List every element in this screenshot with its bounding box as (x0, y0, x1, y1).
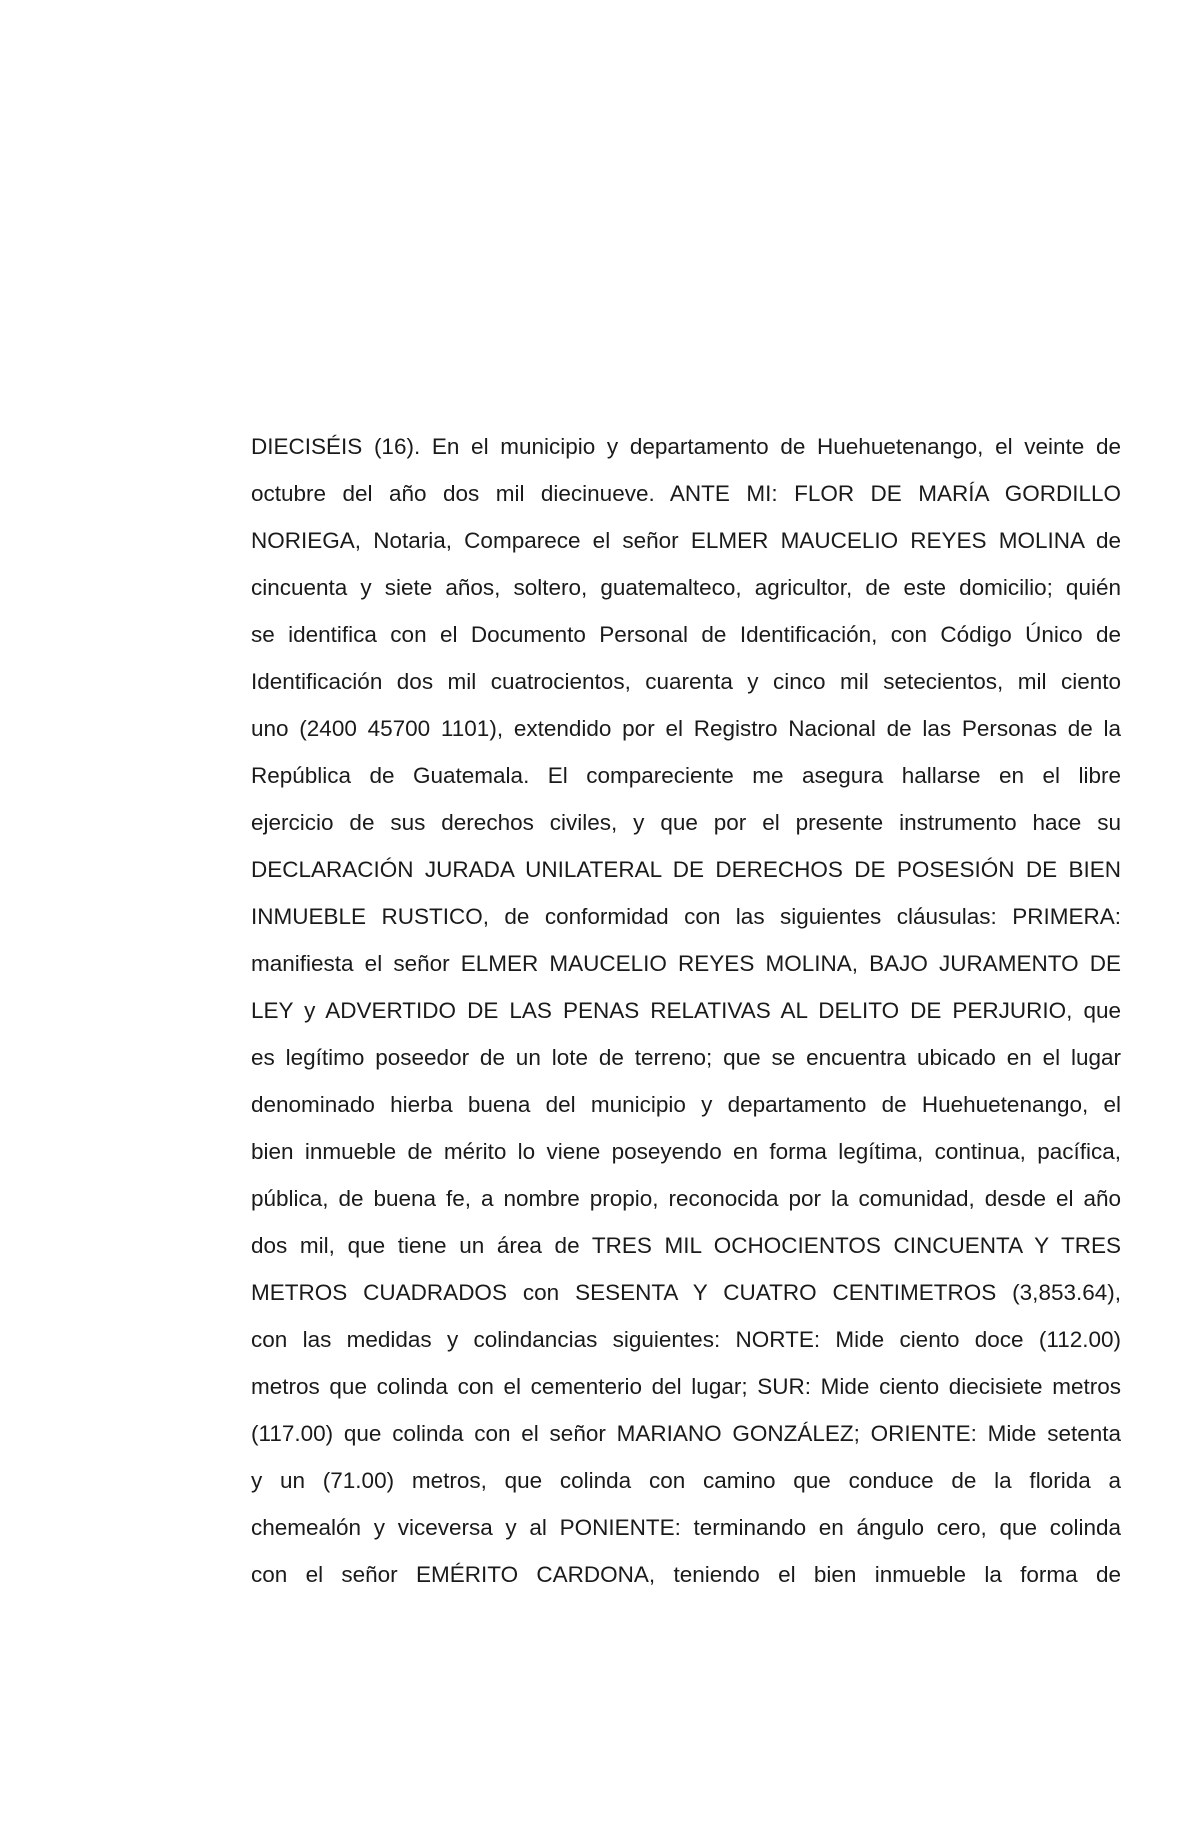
text-line: manifiesta el señor ELMER MAUCELIO REYES MOLINA, BAJO JURAMENTO DE (251, 951, 1121, 976)
text-line: DIECISÉIS (16). En el municipio y departamento de Huehuetenango, el veinte de (251, 434, 1121, 459)
text-line: chemealón y viceversa y al PONIENTE: terminando en ángulo cero, que colinda (251, 1515, 1121, 1540)
text-line: octubre del año dos mil diecinueve. ANTE MI: FLOR DE MARÍA GORDILLO (251, 481, 1121, 506)
text-line: metros que colinda con el cementerio del lugar; SUR: Mide ciento diecisiete metros (251, 1374, 1121, 1399)
text-line: con el señor EMÉRITO CARDONA, teniendo el bien inmueble la forma de (251, 1562, 1121, 1587)
text-line: es legítimo poseedor de un lote de terreno; que se encuentra ubicado en el lugar (251, 1045, 1121, 1070)
text-line: uno (2400 45700 1101), extendido por el Registro Nacional de las Personas de la (251, 716, 1121, 741)
document-body (251, 423, 1121, 1598)
text-line: y un (71.00) metros, que colinda con camino que conduce de la florida a (251, 1468, 1121, 1493)
text-line: cincuenta y siete años, soltero, guatemalteco, agricultor, de este domicilio; quién (251, 575, 1121, 600)
text-line: dos mil, que tiene un área de TRES MIL OCHOCIENTOS CINCUENTA Y TRES (251, 1233, 1121, 1258)
text-line: con las medidas y colindancias siguientes: NORTE: Mide ciento doce (112.00) (251, 1327, 1121, 1352)
text-line: METROS CUADRADOS con SESENTA Y CUATRO CENTIMETROS (3,853.64), (251, 1280, 1121, 1305)
text-line: Identificación dos mil cuatrocientos, cuarenta y cinco mil setecientos, mil ciento (251, 669, 1121, 694)
text-line: (117.00) que colinda con el señor MARIANO GONZÁLEZ; ORIENTE: Mide setenta (251, 1421, 1121, 1446)
text-line: INMUEBLE RUSTICO, de conformidad con las siguientes cláusulas: PRIMERA: (251, 904, 1121, 929)
text-line: bien inmueble de mérito lo viene poseyendo en forma legítima, continua, pacífica, (251, 1139, 1121, 1164)
text-line: NORIEGA, Notaria, Comparece el señor ELMER MAUCELIO REYES MOLINA de (251, 528, 1121, 553)
text-line: pública, de buena fe, a nombre propio, reconocida por la comunidad, desde el año (251, 1186, 1121, 1211)
text-line: LEY y ADVERTIDO DE LAS PENAS RELATIVAS AL DELITO DE PERJURIO, que (251, 998, 1121, 1023)
text-line: República de Guatemala. El compareciente me asegura hallarse en el libre (251, 763, 1121, 788)
text-line: se identifica con el Documento Personal de Identificación, con Código Único de (251, 622, 1121, 647)
text-line: ejercicio de sus derechos civiles, y que por el presente instrumento hace su (251, 810, 1121, 835)
text-line: denominado hierba buena del municipio y departamento de Huehuetenango, el (251, 1092, 1121, 1117)
text-line: DECLARACIÓN JURADA UNILATERAL DE DERECHOS DE POSESIÓN DE BIEN (251, 857, 1121, 882)
